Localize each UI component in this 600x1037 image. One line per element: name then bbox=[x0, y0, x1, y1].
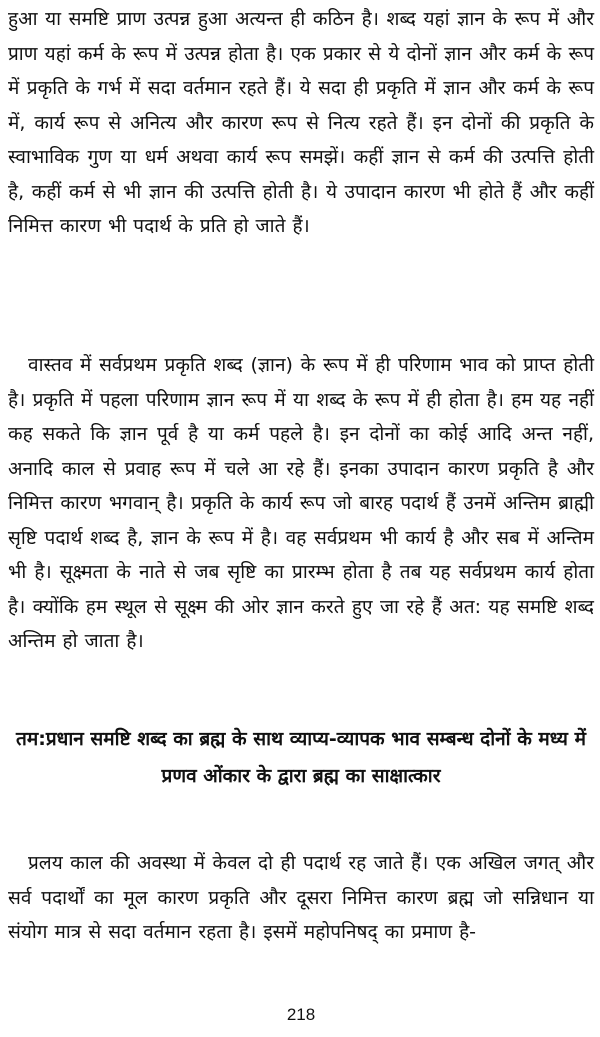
book-page bbox=[8, 0, 594, 1037]
paragraph-3: प्रलय काल की अवस्था में केवल दो ही पदार्थ रह जाते हैं। एक अखिल जगत् और सर्व पदार्थों का मूल कारण प्रकृति और दूसरा निमित्त कारण ब्रह्म जो सन्निधान या संयोग मात्र से सदा वर्तमान रहता है। इसमें महोपनिषद् का प्रमाण है- bbox=[8, 852, 594, 943]
paragraph-1: हुआ या समष्टि प्राण उत्पन्न हुआ अत्यन्त ही कठिन है। शब्द यहां ज्ञान के रूप में और प्राण यहां कर्म के रूप में उत्पन्न होता है। एक प्रकार से ये दोनों ज्ञान और कर्म के रूप में प्रकृति के गर्भ में सदा वर्तमान रहते हैं। ये सदा ही प्रकृति में ज्ञान और कर्म के रूप में, कार्य रूप से अनित्य और कारण रूप से नित्य रहते हैं। इन दोनों की प्रकृति के स्वाभाविक गुण या धर्म अथवा कार्य रूप समझें। कहीं ज्ञान से कर्म की उत्पत्ति होती है, कहीं कर्म से भी ज्ञान की उत्पत्ति होती है। ये उपादान कारण भी होते हैं और कहीं निमित्त कारण भी पदार्थ के प्रति हो जाते हैं। bbox=[8, 8, 594, 237]
paragraph-2: वास्तव में सर्वप्रथम प्रकृति शब्द (ज्ञान) के रूप में ही परिणाम भाव को प्राप्त होती है। प्रकृति में पहला परिणाम ज्ञान रूप में या शब्द के रूप में ही होता है। हम यह नहीं कह सकते कि ज्ञान पूर्व है या कर्म पहले है। इन दोनों का कोई आदि अन्त नहीं, अनादि काल से प्रवाह रूप में चले आ रहे हैं। इनका उपादान कारण प्रकृति है और निमित्त कारण भगवान् है। प्रकृति के कार्य रूप जो बारह पदार्थ हैं उनमें अन्तिम ब्राह्मी सृष्टि पदार्थ शब्द है, ज्ञान के रूप में है। वह सर्वप्रथम भी कार्य है और सब में अन्तिम भी है। सूक्ष्मता के नाते से जब सृष्टि का प्रारम्भ होता है तब यह सर्वप्रथम कार्य होता है। क्योंकि हम स्थूल से सूक्ष्म की ओर ज्ञान करते हुए जा रहे हैं अत: यह समष्टि शब्द अन्तिम हो जाता है। bbox=[8, 354, 594, 652]
section-heading: तम:प्रधान समष्टि शब्द का ब्रह्म के साथ व्याप्य-व्यापक भाव सम्बन्ध दोनों के मध्य में प्रणव ओंकार के द्वारा ब्रह्म का साक्षात्कार bbox=[16, 728, 586, 787]
page-number: 218 bbox=[286, 1005, 316, 1024]
